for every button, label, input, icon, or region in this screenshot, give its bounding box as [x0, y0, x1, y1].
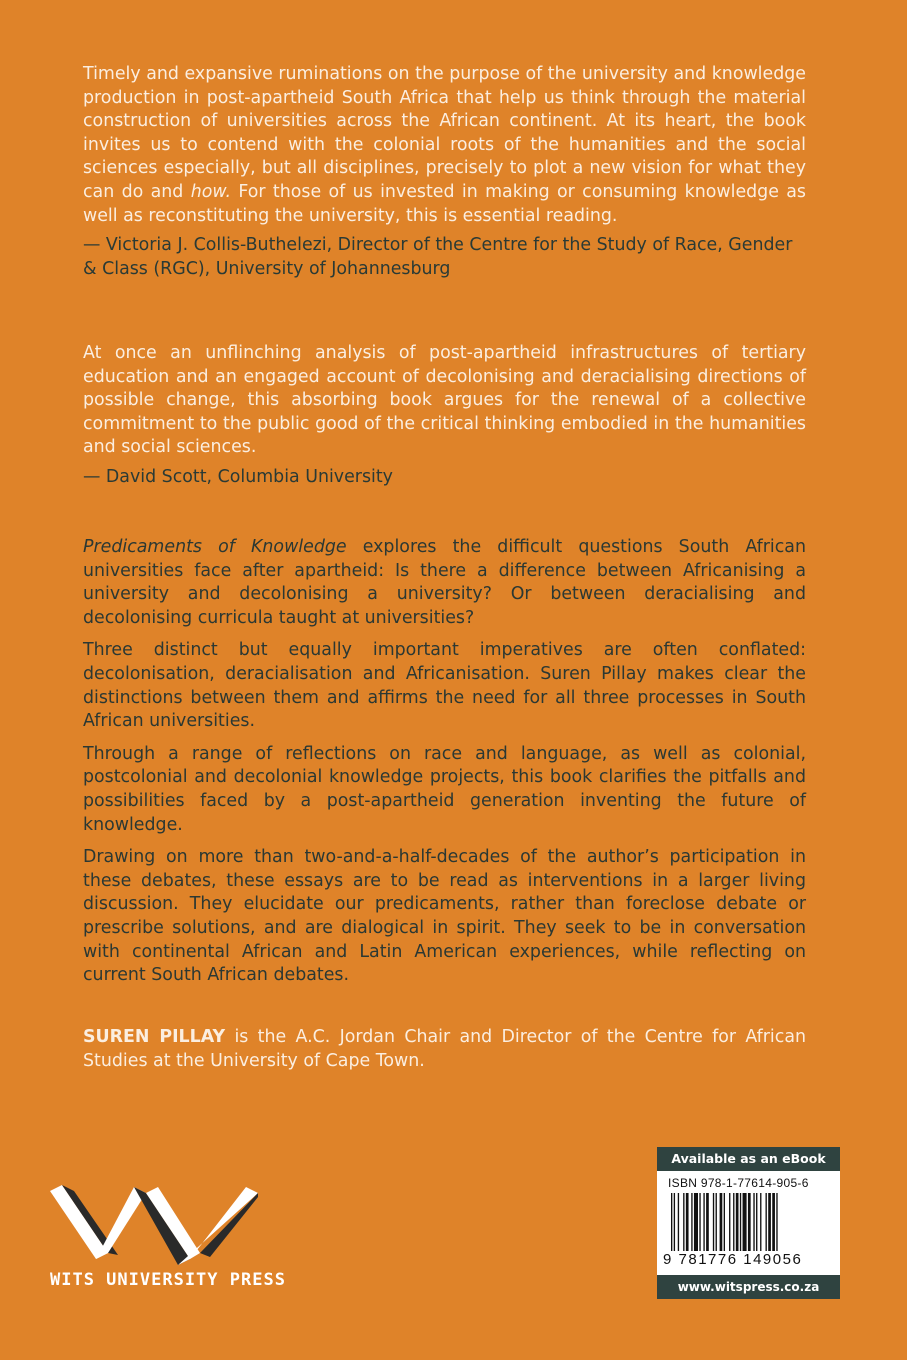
barcode-bar [694, 1193, 698, 1251]
barcode-bar [699, 1193, 700, 1251]
barcode-bar [760, 1193, 761, 1251]
barcode-bar [748, 1193, 751, 1251]
barcode-bar [691, 1193, 692, 1251]
barcode-bar [776, 1193, 777, 1251]
isbn-label: ISBN 978-1-77614-905-6 [668, 1176, 809, 1190]
barcode-bar [772, 1193, 775, 1251]
barcode-bar [671, 1193, 672, 1251]
author-bio: SUREN PILLAY is the A.C. Jordan Chair and Director of the Centre for African Studies at the University of Cape Town. [83, 1027, 806, 1071]
book-description [83, 536, 806, 988]
quote-text: At once an unflinching analysis of post-apartheid infrastructures of tertiary education and an engaged account of decolonising and deracialising directions of possible change, this absorbing book argues for the renewal of a collective commitment to the public good of the critical thinking embodied in the humanities and social sciences. [83, 343, 806, 458]
ean-digits: 9 781776 149056 [663, 1251, 803, 1268]
barcode-bar [716, 1193, 717, 1251]
description-paragraph: Drawing on more than two-and-a-half-decades of the author’s participation in these debates, these essays are to be read as interventions in a larger living discussion. They elucidate our predicaments, rather than foreclose debate or prescribe solutions, and are dialogical in spirit. They seek to be in conversation with continental African and Latin American experiences, while reflecting on current South African debates. [83, 847, 806, 986]
barcode-bar [756, 1193, 757, 1251]
description-paragraph: Three distinct but equally important imperatives are often conflated: decolonisation, deracialisation and Africanisation. Suren Pillay makes clear the distinctions between them and affirms the need for all three processes in South African universities. [83, 640, 806, 732]
review-quote-1 [83, 63, 806, 281]
barcode-bar [713, 1193, 714, 1251]
publisher-name: WITS UNIVERSITY PRESS [50, 1270, 286, 1290]
barcode-bar [678, 1193, 679, 1251]
barcode-bar [686, 1193, 689, 1251]
barcode-bar [740, 1193, 741, 1251]
barcode-bar [736, 1193, 739, 1251]
barcode-bars [669, 1193, 829, 1251]
barcode-bar [743, 1193, 747, 1251]
barcode-bar [720, 1193, 723, 1251]
quote-text: Timely and expansive ruminations on the purpose of the university and knowledge production in post-apartheid South Africa that help us think through the material construction of universities across the African continent. At its heart, the book invites us to contend with the colonial roots of the humanities and the social sciences especially, but all disciplines, precisely to plot a new vision for what they can do and how. For those of us invested in making or consuming knowledge as well as reconstituting the university, this is essential reading. [83, 64, 806, 226]
barcode-bar [703, 1193, 704, 1251]
barcode-bar [724, 1193, 725, 1251]
barcode-bar [729, 1193, 730, 1251]
barcode-bar [768, 1193, 771, 1251]
barcode-bar [766, 1193, 767, 1251]
barcode-bar [733, 1193, 734, 1251]
barcode-bar [753, 1193, 754, 1251]
description-paragraph: Predicaments of Knowledge explores the difficult questions South African universities face after apartheid: Is there a difference between Africanising a university and decolonising a university? Or between deracialising and decolonising curricula taught at universities? [83, 537, 806, 628]
author-name: SUREN PILLAY [83, 1027, 226, 1047]
barcode-box [657, 1147, 840, 1299]
quote-attribution: — David Scott, Columbia University [83, 466, 393, 487]
barcode-bar [683, 1193, 684, 1251]
quote-attribution: — Victoria J. Collis-Buthelezi, Director of the Centre for the Study of Race, Gender & Class (RGC), University of Johannesburg [83, 235, 793, 279]
barcode-bar [674, 1193, 675, 1251]
review-quote-2 [83, 342, 806, 490]
publisher-website: www.witspress.co.za [657, 1275, 840, 1299]
description-paragraph: Through a range of reflections on race and language, as well as colonial, postcolonial and decolonial knowledge projects, this book clarifies the pitfalls and possibilities faced by a post-apartheid generation inventing the future of knowledge. [83, 743, 806, 835]
barcode-bar [706, 1193, 709, 1251]
ebook-label: Available as an eBook [657, 1147, 840, 1171]
